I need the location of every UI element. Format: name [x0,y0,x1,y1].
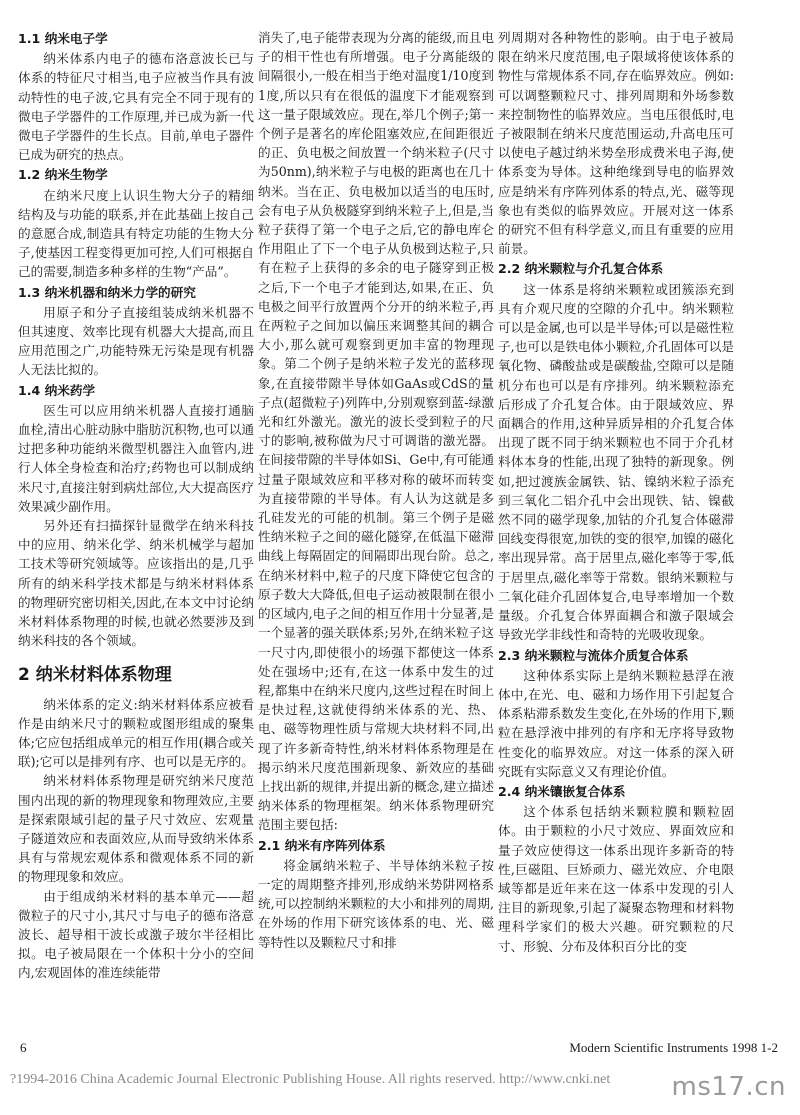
body-paragraph: 这一体系是将纳米颗粒或团簇添充到具有介观尺度的空隙的介孔中。纳米颗粒可以是金属,也可以是半导体;可以是磁性粒子,也可以是铁电体小颗粒,介孔固体可以是氧化物、磷酸盐或是碳酸盐,空隙可以是随机分布也可以是有序排列。纳米颗粒添充后形成了介孔复合体。由于限域效应、界面耦合的作用,这种异质异相的介孔复合体出现了既不同于纳米颗粒也不同于介孔材料体本身的性能,出现了独特的新现象。例如,把过渡族金属铁、钴、镍纳米粒子添充到三氧化二铝介孔中会出现铁、钴、镍截然不同的磁学现象,加钴的介孔复合体磁滞回线变得很宽,加铁的变的很窄,加镍的磁化率出现异常。高于居里点,磁化率等于零,低于居里点,磁化率等于常数。银纳米颗粒与二氧化硅介孔固体复合,电导率增加一个数量级。介孔复合体界面耦合和激子限域会导致光学非线性和奇特的光吸收现象。 [498,281,734,643]
journal-citation: Modern Scientific Instruments 1998 1-2 [569,1040,778,1055]
body-paragraph: 另外还有扫描探针显微学在纳米科技中的应用、纳米化学、纳米机械学与超加工技术等研究领域等。应该指出的是,几乎所有的纳米科学技术都是与纳米材料体系的物理研究密切相关,因此,在本文中讨论纳米材料体系物理的时候,也就必然要涉及到纳米科技的各个领域。 [18,518,254,649]
body-paragraph: 这种体系实际上是纳米颗粒悬浮在液体中,在光、电、磁和力场作用下引起复合体系粘滞系数发生变化,在外场的作用下,颗粒在悬浮液中排列的有序和无序将导致物性变化的临界效应。对这一体系的深入研究既有实际意义又有理论价值。 [498,667,734,779]
body-paragraph: 由于组成纳米材料的基本单元——超微粒子的尺寸小,其尺寸与电子的德布洛意波长、超导相干波长或激子玻尔半径相比拟。电子被局限在一个体积十分小的空间内,宏观固体的准连续能带 [18,888,254,981]
site-watermark: ms17.cn [671,1072,786,1102]
section-heading: 1.1 纳米电子学 [18,31,108,46]
body-paragraph: 纳米体系内电子的德布洛意波长已与体系的特征尺寸相当,电子应被当作具有波动特性的电子波,它具有完全不同于现有的微电子学器件的工作原理,并已成为新一代微电子学器件的生长点。目前,单电子器件已成为研究的热点。 [18,51,254,163]
body-paragraph: 这个体系包括纳米颗粒膜和颗粒固体。由于颗粒的小尺寸效应、界面效应和量子效应使得这一体系出现许多新奇的特性,巨磁阻、巨矫顽力、磁光效应、介电限域等都是近年来在这一体系中发现的引人注目的新现象,引起了凝聚态物理和材料物理科学家们的极大兴趣。研究颗粒的尺寸、形貌、分布及体积百分比的变 [498,804,734,954]
copyright-notice: ?1994-2016 China Academic Journal Electronic Publishing House. All rights reserved. http://www.cnki.net [10,1072,611,1087]
section-heading: 2.2 纳米颗粒与介孔复合体系 [498,261,664,277]
body-paragraph: 将金属纳米粒子、半导体纳米粒子按一定的周期整齐排列,形成纳米势阱网格系统,可以控制纳米颗粒的大小和排列的周期,在外场的作用下研究该体系的电、光、磁等特性以及颗粒尺寸和排 [258,857,494,950]
section-heading: 1.3 纳米机器和纳米力学的研究 [18,284,196,300]
section-heading: 1.4 纳米药学 [18,382,96,398]
chapter-heading: 2 纳米材料体系物理 [18,664,172,685]
body-paragraph: 列周期对各种物性的影响。由于电子被局限在纳米尺度范围,电子限域将使该体系的物性与常规体系不同,存在临界效应。例如:可以调整颗粒尺寸、排列周期和外场参数来控制物性的临界效应。当电压很低时,电子被限制在纳米尺度范围运动,升高电压可以使电子越过纳米势垒形成费米电子海,使体系变为导体。这种绝缘到导电的临界效应是纳米有序阵列体系的特点,光、磁等现象也有类似的临界效应。开展对这一体系的研究不但有科学意义,而且有重要的应用前景。 [498,30,734,257]
section-heading: 2.1 纳米有序阵列体系 [258,837,386,853]
page-number: 6 [20,1040,27,1055]
body-paragraph: 纳米体系的定义:纳米材料体系应被看作是由纳米尺寸的颗粒或图形组成的聚集体;它应包括组成单元的相互作用(耦合或关联);它可以是排列有序、也可以是无序的。 [18,696,254,770]
body-paragraph: 纳米材料体系物理是研究纳米尺度范围内出现的新的物理现象和物理效应,主要是探索限域引起的量子尺寸效应、宏观量子隧道效应和表面效应,从而导致纳米体系具有与常规宏观体系和微观体系不同的新的物理现象和效应。 [18,773,254,885]
body-paragraph: 医生可以应用纳米机器人直接打通脑血栓,清出心脏动脉中脂肪沉积物,也可以通过把多种功能纳米微型机器注入血管内,进行人体全身检查和治疗;药物也可以制成纳米尺寸,直接注射到病灶部位,大大提高医疗效果减少副作用。 [18,402,254,514]
body-paragraph: 消失了,电子能带表现为分离的能级,而且电子的相干性也有所增强。电子分离能级的间隔很小,一般在相当于绝对温度1/10度到1度,所以只有在很低的温度下才能观察到这一量子限域效应。现在,举几个例子;第一个例子是著名的库伦阻塞效应,在间距很近的正、负电极之间放置一个纳米粒子(尺寸为50nm),纳米粒子与电极的距离也在几十纳米。当在正、负电极加以适当的电压时,会有电子从负极隧穿到纳米粒子上,但是,当粒子获得了第一个电子之后,它的静电库仑作用阻止了下一个电子从负极到达粒子,只有在粒子上获得的多余的电子隧穿到正极之后,下一个电子才能到达,如果,在正、负电极之间平行放置两个分开的纳米粒子,再在两粒子之间加以偏压来调整其间的耦合大小,那么就可观察到更加丰富的物理现象。第二个例子是纳米粒子发光的蓝移现象,在直接带隙半导体如GaAs或CdS的量子点(超微粒子)列阵中,分别观察到蓝-绿激光和红外激光。激光的波长受到粒子的尺寸的影响,被称做为尺寸可调谐的激光器。在间接带隙的半导体如Si、Ge中,有可能通过量子限域效应和平移对称的破坏而转变为直接带隙的半导体。有人认为这就是多孔硅发光的可能的机制。第三个例子是磁性纳米粒子之间的磁化隧穿,在低温下磁滞曲线上每隔固定的间隔即出现台阶。总之,在纳米材料中,粒子的尺度下降使它包含的原子数大大降低,但电子运动被限制在很小的区域内,电子之间的相互作用十分显著,是一个显著的强关联体系;另外,在纳米粒子这一尺寸内,即使很小的场强下都使这一体系处在强场中;还有,在这一体系中发生的过程,都集中在纳米尺度内,这些过程在时间上是快过程,这就使得纳米体系的光、热、电、磁等物理性质与常规大块材料不同,出现了许多新奇特性,纳米材料体系物理是在揭示纳米尺度范围新现象、新效应的基础上找出新的规律,并提出新的概念,建立描述纳米体系的物理框架。纳米体系物理研究范围主要包括: [258,30,494,833]
section-heading: 1.2 纳米生物学 [18,167,108,183]
body-paragraph: 用原子和分子直接组装成纳米机器不但其速度、效率比现有机器大大提高,而且应用范围之广,功能特殊无污染是现有机器人无法比拟的。 [18,304,254,378]
text-column-middle [258,28,494,1030]
text-column-right [498,28,734,1030]
text-column-left [18,28,254,1030]
section-heading: 2.3 纳米颗粒与流体介质复合体系 [498,647,689,663]
body-paragraph: 在纳米尺度上认识生物大分子的精细结构及与功能的联系,并在此基础上按自己的意愿合成,制造具有特定功能的生物大分子,使基因工程变得更加可控,人们可根据自己的需要,制造多种多样的生物“产品”。 [18,187,254,280]
section-heading: 2.4 纳米镶嵌复合体系 [498,783,626,799]
